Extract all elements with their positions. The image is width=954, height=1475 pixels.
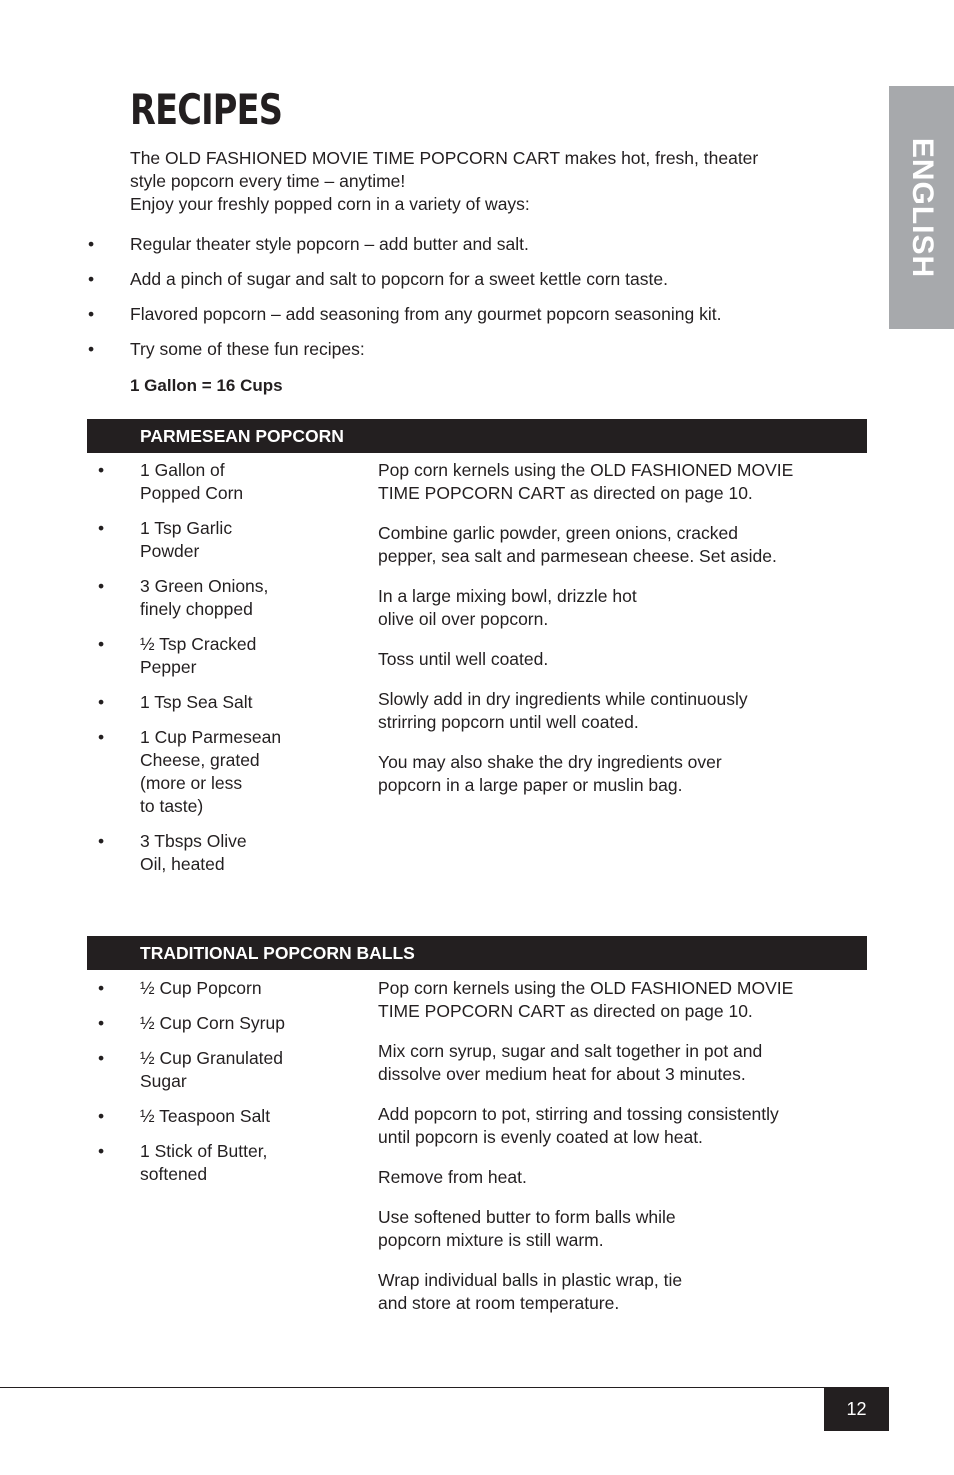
instruction-step — [378, 585, 860, 631]
instruction-step — [378, 1103, 860, 1149]
ingredient-line: to taste) — [140, 796, 204, 816]
ingredient-item — [88, 691, 338, 714]
ingredient-item — [88, 1105, 338, 1128]
step-line: pepper, sea salt and parmesean cheese. Set aside. — [378, 546, 777, 566]
instruction-step — [378, 1040, 860, 1086]
instruction-step — [378, 648, 860, 671]
intro-line: The OLD FASHIONED MOVIE TIME POPCORN CART makes hot, fresh, theater — [130, 148, 759, 168]
ingredient-line: • ½ Teaspoon Salt — [140, 1106, 271, 1126]
ingredient-line: Popped Corn — [140, 483, 244, 503]
ingredient-line: finely chopped — [140, 599, 253, 619]
recipe-title: TRADITIONAL POPCORN BALLS — [140, 943, 415, 963]
instruction-step — [378, 1206, 860, 1252]
ingredient-line: • ½ Cup Granulated — [140, 1048, 284, 1068]
ingredient-line: Powder — [140, 541, 200, 561]
instruction-step — [378, 1166, 860, 1189]
step-line: In a large mixing bowl, drizzle hot — [378, 586, 637, 606]
instruction-step — [378, 688, 860, 734]
tips-list — [88, 233, 868, 373]
instruction-step — [378, 977, 860, 1023]
ingredient-line: Sugar — [140, 1071, 187, 1091]
tip-item: • Regular theater style popcorn – add butter and salt. — [88, 233, 868, 256]
step-line: You may also shake the dry ingredients over — [378, 752, 722, 772]
step-line: olive oil over popcorn. — [378, 609, 549, 629]
ingredient-line: Cheese, grated — [140, 750, 260, 770]
ingredient-line: • ½ Tsp Cracked — [140, 634, 257, 654]
ingredient-line: • ½ Cup Popcorn — [140, 978, 262, 998]
page-title: RECIPES — [130, 85, 283, 134]
recipe-header-bar — [87, 936, 867, 970]
step-line: Combine garlic powder, green onions, cracked — [378, 523, 738, 543]
ingredients-list — [88, 977, 338, 1198]
ingredient-line: Pepper — [140, 657, 197, 677]
ingredient-line: softened — [140, 1164, 208, 1184]
tip-item: • Add a pinch of sugar and salt to popcorn for a sweet kettle corn taste. — [88, 268, 868, 291]
instructions — [378, 977, 860, 1332]
ingredient-item — [88, 1140, 338, 1186]
step-line: Add popcorn to pot, stirring and tossing consistently — [378, 1104, 779, 1124]
step-line: and store at room temperature. — [378, 1293, 620, 1313]
footer-divider — [0, 1387, 889, 1388]
step-line: Pop corn kernels using the OLD FASHIONED MOVIE — [378, 460, 794, 480]
step-line: strirring popcorn until well coated. — [378, 712, 639, 732]
language-tab — [889, 86, 954, 329]
step-line: Toss until well coated. — [378, 649, 549, 669]
ingredient-line: • 1 Tsp Garlic — [140, 518, 233, 538]
step-line: Remove from heat. — [378, 1167, 527, 1187]
ingredient-line: Oil, heated — [140, 854, 225, 874]
step-line: Pop corn kernels using the OLD FASHIONED MOVIE — [378, 978, 794, 998]
recipe-header-bar — [87, 419, 867, 453]
ingredient-item — [88, 575, 338, 621]
ingredient-item — [88, 830, 338, 876]
instruction-step — [378, 751, 860, 797]
step-line: popcorn in a large paper or muslin bag. — [378, 775, 683, 795]
instructions — [378, 459, 860, 814]
instruction-step — [378, 1269, 860, 1315]
step-line: popcorn mixture is still warm. — [378, 1230, 604, 1250]
ingredient-item — [88, 517, 338, 563]
ingredient-item — [88, 1012, 338, 1035]
ingredient-item — [88, 977, 338, 1000]
instruction-step — [378, 522, 860, 568]
ingredient-line: • 1 Cup Parmesean — [140, 727, 282, 747]
ingredient-item — [88, 633, 338, 679]
ingredient-line: (more or less — [140, 773, 243, 793]
language-tab-label: ENGLISH — [905, 137, 939, 278]
ingredient-line: • ½ Cup Corn Syrup — [140, 1013, 285, 1033]
step-line: dissolve over medium heat for about 3 minutes. — [378, 1064, 746, 1084]
recipe-title: PARMESEAN POPCORN — [140, 426, 344, 446]
ingredient-line: • 3 Green Onions, — [140, 576, 269, 596]
ingredient-line: • 1 Tsp Sea Salt — [140, 692, 253, 712]
conversion-note: 1 Gallon = 16 Cups — [130, 376, 283, 395]
intro-line: Enjoy your freshly popped corn in a variety of ways: — [130, 194, 530, 214]
page-number: 12 — [824, 1388, 889, 1431]
step-line: TIME POPCORN CART as directed on page 10. — [378, 1001, 753, 1021]
step-line: Use softened butter to form balls while — [378, 1207, 676, 1227]
intro-paragraph — [130, 147, 860, 216]
ingredient-item — [88, 726, 338, 818]
ingredients-list — [88, 459, 338, 888]
step-line: Wrap individual balls in plastic wrap, tie — [378, 1270, 683, 1290]
intro-line: style popcorn every time – anytime! — [130, 171, 406, 191]
ingredient-item — [88, 459, 338, 505]
step-line: Slowly add in dry ingredients while continuously — [378, 689, 748, 709]
ingredient-line: • 1 Gallon of — [140, 460, 225, 480]
ingredient-item — [88, 1047, 338, 1093]
tip-item: • Flavored popcorn – add seasoning from any gourmet popcorn seasoning kit. — [88, 303, 868, 326]
step-line: until popcorn is evenly coated at low heat. — [378, 1127, 703, 1147]
ingredient-line: • 3 Tbsps Olive — [140, 831, 247, 851]
instruction-step — [378, 459, 860, 505]
step-line: TIME POPCORN CART as directed on page 10. — [378, 483, 753, 503]
ingredient-line: • 1 Stick of Butter, — [140, 1141, 268, 1161]
step-line: Mix corn syrup, sugar and salt together in pot and — [378, 1041, 763, 1061]
tip-item: • Try some of these fun recipes: — [88, 338, 868, 361]
